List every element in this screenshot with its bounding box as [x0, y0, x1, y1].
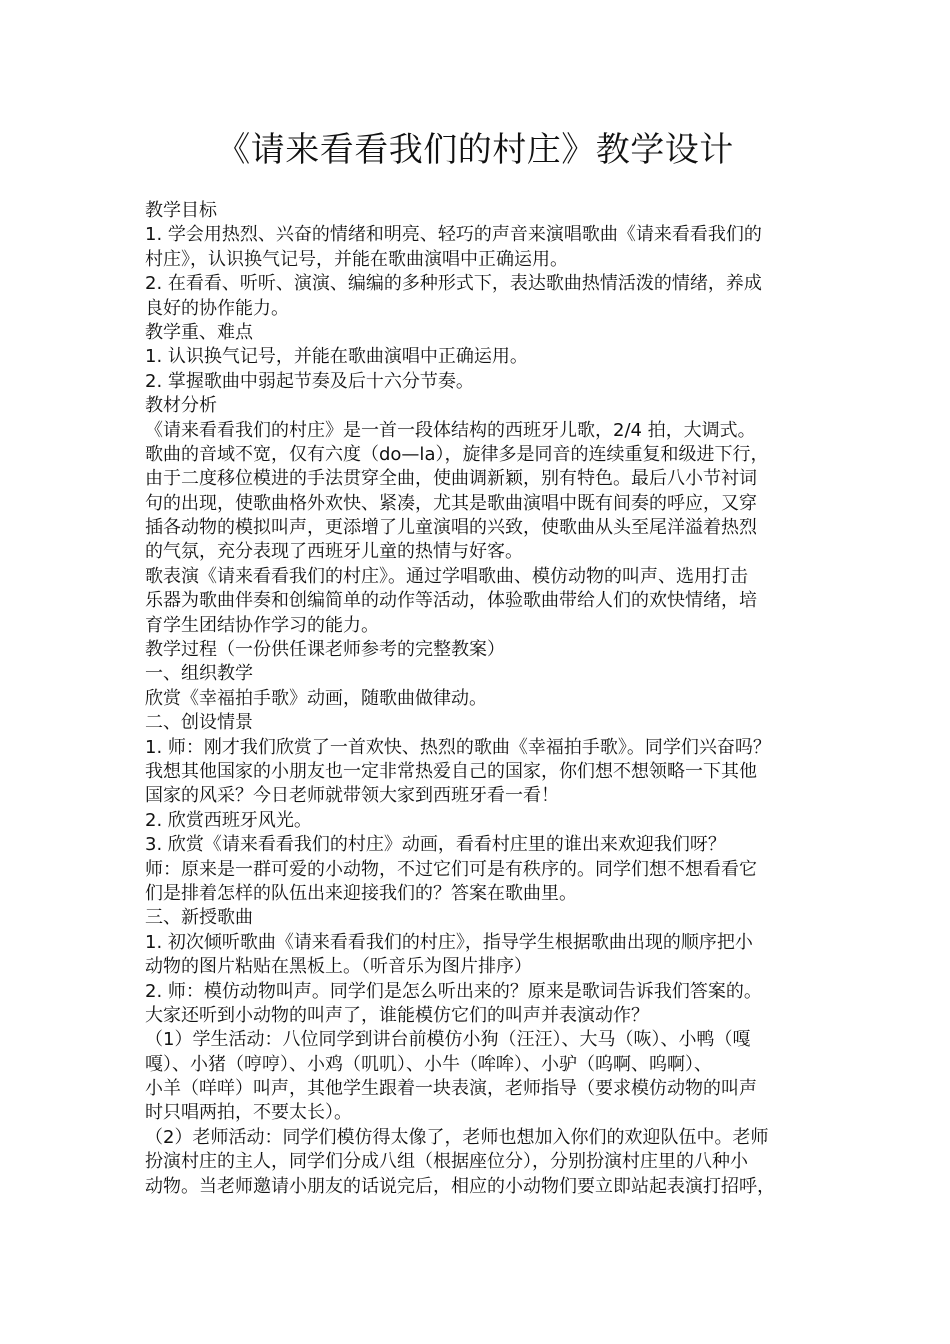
text-line: 由于二度移位模进的手法贯穿全曲，使曲调新颖，别有特色。最后八小节衬词 [145, 468, 757, 490]
text-line: 一、组织教学 [145, 663, 253, 685]
text-line: 教学重、难点 [145, 321, 253, 343]
text-line: 教学过程（一份供任课老师参考的完整教案） [145, 639, 505, 661]
document-title: 《请来看看我们的村庄》教学设计 [216, 130, 734, 170]
text-line: 插各动物的模拟叫声，更添增了儿童演唱的兴致，使歌曲从头至尾洋溢着热烈 [145, 517, 757, 539]
document-body [145, 199, 835, 1199]
text-line: 1. 学会用热烈、兴奋的情绪和明亮、轻巧的声音来演唱歌曲《请来看看我们的 [145, 224, 762, 246]
text-line: 2. 师：模仿动物叫声。同学们是怎么听出来的？原来是歌词告诉我们答案的。 [145, 980, 762, 1002]
text-line: 村庄》，认识换气记号，并能在歌曲演唱中正确运用。 [145, 248, 568, 270]
text-line: 2. 掌握歌曲中弱起节奏及后十六分节奏。 [145, 370, 474, 392]
text-line: 《请来看看我们的村庄》是一首一段体结构的西班牙儿歌，2/4 拍，大调式。 [145, 419, 756, 441]
text-line: 2. 在看看、听听、演演、编编的多种形式下，表达歌曲热情活泼的情绪，养成 [145, 273, 762, 295]
text-line: 教材分析 [145, 395, 217, 417]
text-line: 动物的图片粘贴在黑板上。（听音乐为图片排序） [145, 956, 532, 978]
text-line: 乐器为歌曲伴奏和创编简单的动作等活动，体验歌曲带给人们的欢快情绪，培 [145, 590, 757, 612]
text-line: 我想其他国家的小朋友也一定非常热爱自己的国家，你们想不想领略一下其他 [145, 760, 757, 782]
text-line: 的气氛，充分表现了西班牙儿童的热情与好客。 [145, 541, 523, 563]
text-line: 扮演村庄的主人，同学们分成八组（根据座位分），分别扮演村庄里的八种小 [145, 1151, 748, 1173]
text-line: （1）学生活动：八位同学到讲台前模仿小狗（汪汪）、大马（咴）、小鸭（嘎 [145, 1029, 751, 1051]
text-line: 1. 师：刚才我们欣赏了一首欢快、热烈的歌曲《幸福拍手歌》。同学们兴奋吗？ [145, 736, 771, 758]
text-line: 三、新授歌曲 [145, 907, 253, 929]
text-line: 动物。当老师邀请小朋友的话说完后，相应的小动物们要立即站起表演打招呼， [145, 1175, 775, 1197]
text-line: 时只唱两拍，不要太长）。 [145, 1102, 352, 1124]
text-line: 1. 认识换气记号，并能在歌曲演唱中正确运用。 [145, 346, 528, 368]
text-line: 良好的协作能力。 [145, 297, 289, 319]
text-line: 小羊（咩咩）叫声，其他学生跟着一块表演，老师指导（要求模仿动物的叫声 [145, 1078, 757, 1100]
text-line: 1. 初次倾听歌曲《请来看看我们的村庄》，指导学生根据歌曲出现的顺序把小 [145, 931, 753, 953]
text-line: 们是排着怎样的队伍出来迎接我们的？答案在歌曲里。 [145, 882, 577, 904]
text-line: 国家的风采？今日老师就带领大家到西班牙看一看！ [145, 785, 559, 807]
text-line: 2. 欣赏西班牙风光。 [145, 809, 312, 831]
text-line: （2）老师活动：同学们模仿得太像了，老师也想加入你们的欢迎队伍中。老师 [145, 1126, 769, 1148]
text-line: 大家还听到小动物的叫声了，谁能模仿它们的叫声并表演动作？ [145, 1004, 649, 1026]
text-line: 师：原来是一群可爱的小动物，不过它们可是有秩序的。同学们想不想看看它 [145, 858, 757, 880]
text-line: 欣赏《幸福拍手歌》动画，随歌曲做律动。 [145, 687, 487, 709]
text-line: 育学生团结协作学习的能力。 [145, 614, 379, 636]
text-line: 句的出现，使歌曲格外欢快、紧凑，尤其是歌曲演唱中既有间奏的呼应，又穿 [145, 492, 757, 514]
text-line: 歌表演《请来看看我们的村庄》。通过学唱歌曲、模仿动物的叫声、选用打击 [145, 565, 748, 587]
text-line: 嘎）、小猪（哼哼）、小鸡（叽叽）、小牛（哞哞）、小驴（呜啊、呜啊）、 [145, 1053, 712, 1075]
text-line: 教学目标 [145, 200, 217, 221]
text-line: 3. 欣赏《请来看看我们的村庄》动画，看看村庄里的谁出来欢迎我们呀？ [145, 834, 726, 856]
text-line: 二、创设情景 [145, 712, 253, 734]
text-line: 歌曲的音域不宽，仅有六度（do—la），旋律多是同音的连续重复和级进下行， [145, 443, 769, 465]
